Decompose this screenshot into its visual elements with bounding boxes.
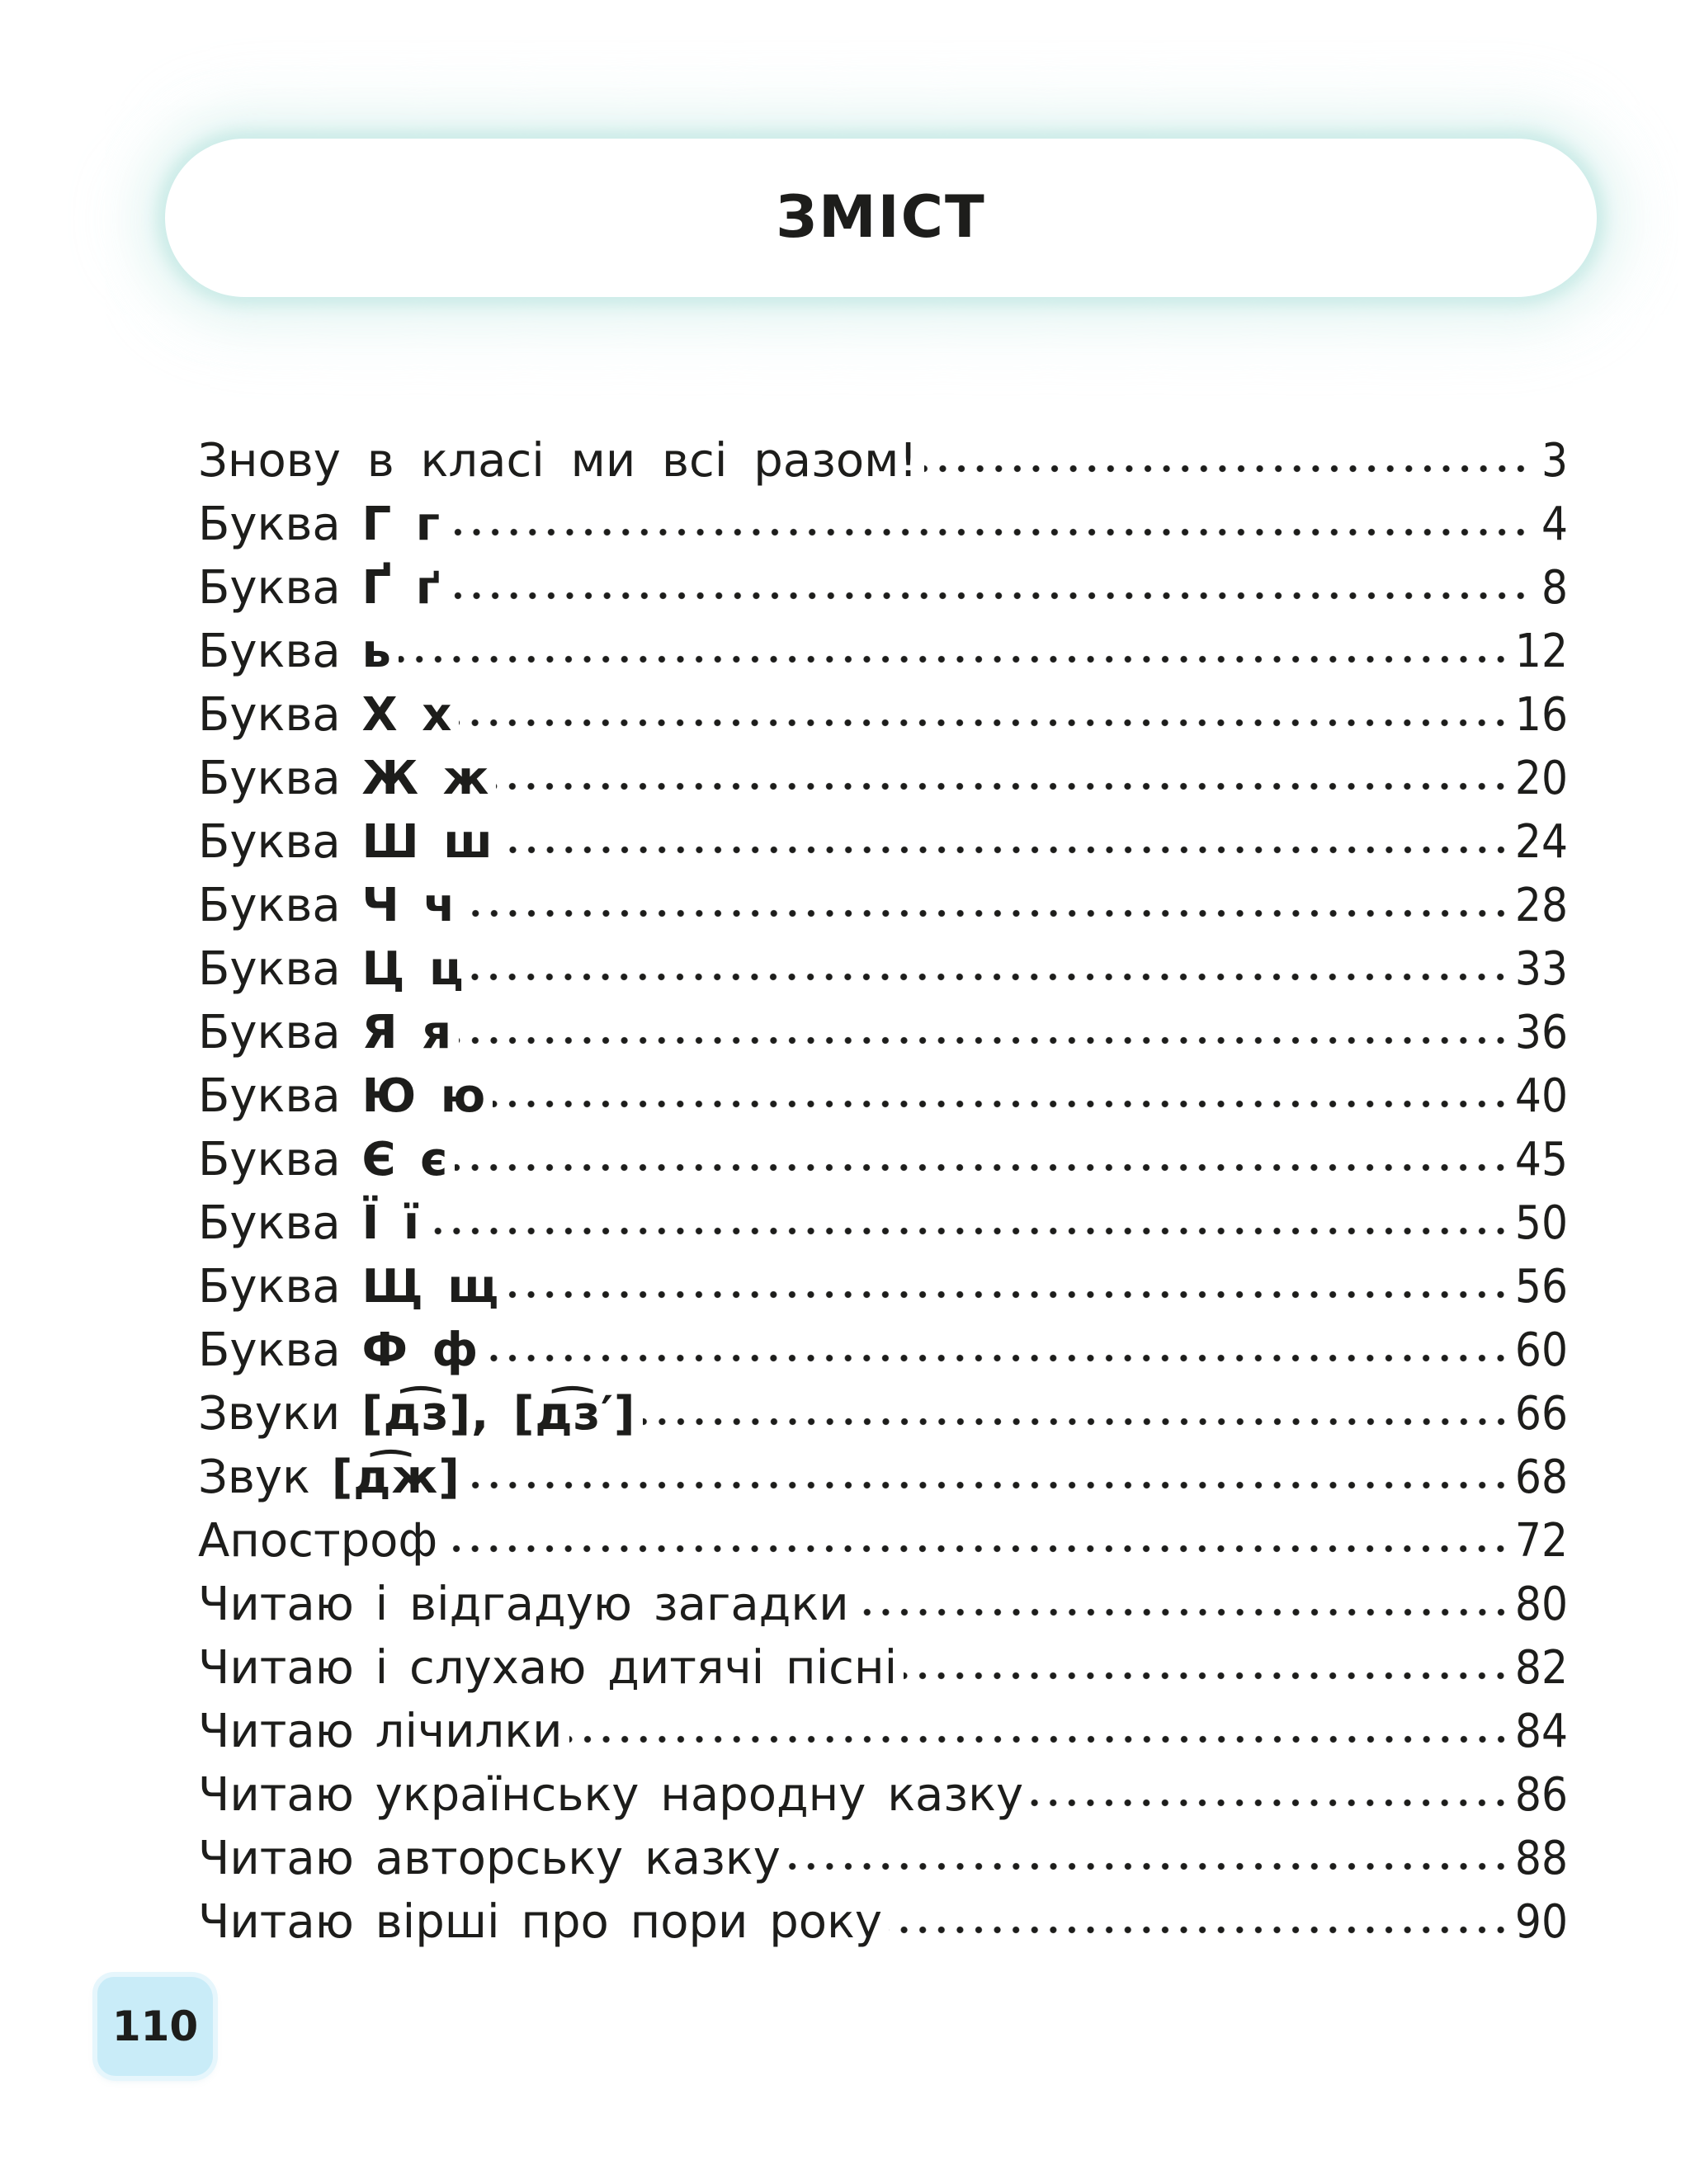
toc-entry-page: 66 <box>1514 1387 1568 1441</box>
toc-entry[interactable] <box>198 493 1568 556</box>
dot-leader <box>444 1543 1510 1554</box>
toc-entry-title <box>198 937 464 1001</box>
dot-leader <box>569 1734 1510 1745</box>
toc-entry-page: 8 <box>1541 561 1568 615</box>
toc-entry-title <box>198 1191 420 1255</box>
toc-entry-letter: Щ щ <box>361 1260 500 1314</box>
toc-entry-title <box>198 1382 636 1446</box>
toc-entry[interactable] <box>198 747 1568 810</box>
toc-entry-text: Читаю українську народну казку <box>198 1768 1024 1822</box>
toc-entry-page: 24 <box>1514 815 1568 869</box>
toc-entry-title <box>198 1318 479 1382</box>
toc-entry-text: Читаю лічилки <box>198 1705 563 1758</box>
toc-entry-title <box>198 493 441 556</box>
toc-entry-title <box>198 1763 1023 1827</box>
dot-leader <box>459 1035 1510 1046</box>
toc-entry[interactable] <box>198 429 1568 493</box>
toc-entry-text: Читаю вірші про пори року <box>198 1895 882 1949</box>
toc-entry-text: Буква <box>198 561 341 615</box>
toc-entry[interactable] <box>198 1128 1568 1191</box>
toc-entry-page: 36 <box>1514 1006 1568 1059</box>
toc-entry-page: 3 <box>1541 434 1568 488</box>
toc-entry-letter: ь <box>361 625 392 678</box>
toc-entry-text: Буква <box>198 879 341 932</box>
toc-entry-page: 88 <box>1514 1832 1568 1885</box>
dot-leader <box>493 1098 1510 1110</box>
toc-entry-page: 82 <box>1514 1641 1568 1695</box>
dot-leader <box>856 1606 1510 1618</box>
toc-entry[interactable] <box>198 1573 1568 1636</box>
toc-entry[interactable] <box>198 556 1568 620</box>
page-title: ЗМІСТ <box>776 183 986 251</box>
toc-entry[interactable] <box>198 1890 1568 1954</box>
toc-entry[interactable] <box>198 1191 1568 1255</box>
toc-entry[interactable] <box>198 1509 1568 1573</box>
dot-leader <box>467 1479 1510 1491</box>
toc-entry-letter: Ґ ґ <box>361 561 441 615</box>
toc-entry-text: Буква <box>198 752 341 805</box>
toc-entry-text: Буква <box>198 1006 341 1059</box>
toc-entry-text: Знову в класі ми всі разом! <box>198 434 918 488</box>
toc-entry-text: Читаю авторську казку <box>198 1832 781 1885</box>
toc-entry[interactable] <box>198 1001 1568 1064</box>
toc-entry-page: 33 <box>1514 942 1568 996</box>
toc-entry-page: 68 <box>1514 1450 1568 1504</box>
page-number-badge <box>97 1977 213 2076</box>
toc-entry-letter: Х х <box>361 688 453 742</box>
toc-entry-page: 90 <box>1514 1895 1568 1949</box>
toc-entry-text: Буква <box>198 1069 341 1123</box>
toc-entry-page: 56 <box>1514 1260 1568 1314</box>
toc-entry-title <box>198 429 918 493</box>
toc-entry[interactable] <box>198 1382 1568 1446</box>
toc-entry-title <box>198 620 392 683</box>
toc-entry-text: Буква <box>198 625 341 678</box>
toc-entry[interactable] <box>198 1064 1568 1128</box>
dot-leader <box>506 1289 1510 1300</box>
page-number: 110 <box>111 2002 199 2050</box>
toc-entry-text: Буква <box>198 1133 341 1186</box>
toc-entry-title <box>198 1890 882 1954</box>
toc-entry-letter: Ш ш <box>361 815 493 869</box>
toc-entry[interactable] <box>198 683 1568 747</box>
dot-leader <box>447 590 1530 601</box>
toc-entry-title <box>198 874 456 937</box>
toc-entry-page: 20 <box>1514 752 1568 805</box>
dot-leader <box>643 1416 1510 1427</box>
toc-entry-page: 28 <box>1514 879 1568 932</box>
toc-entry[interactable] <box>198 620 1568 683</box>
toc-entry-title <box>198 1509 437 1573</box>
toc-entry-title <box>198 1573 849 1636</box>
dot-leader <box>924 463 1530 474</box>
toc-entry-letter: Я я <box>361 1006 453 1059</box>
toc-entry-letter: Ц ц <box>361 942 465 996</box>
toc-entry-text: Буква <box>198 815 341 869</box>
toc-entry-page: 72 <box>1514 1514 1568 1568</box>
dot-leader <box>470 971 1509 983</box>
dot-leader <box>889 1924 1510 1936</box>
toc-entry-letter: Ж ж <box>361 752 490 805</box>
toc-entry[interactable] <box>198 1636 1568 1700</box>
toc-entry-page: 60 <box>1514 1323 1568 1377</box>
toc-entry-text: Звук <box>198 1450 310 1504</box>
toc-entry[interactable] <box>198 937 1568 1001</box>
toc-entry-title <box>198 556 441 620</box>
toc-entry[interactable] <box>198 810 1568 874</box>
toc-entry-title <box>198 810 493 874</box>
dot-leader <box>904 1670 1510 1682</box>
toc-entry[interactable] <box>198 1318 1568 1382</box>
dot-leader <box>427 1225 1510 1237</box>
dot-leader <box>1030 1797 1510 1809</box>
toc-entry-title <box>198 1064 486 1128</box>
toc-entry-title <box>198 1700 563 1763</box>
toc-entry-letter: Ї ї <box>361 1196 421 1250</box>
toc-entry-title <box>198 1128 448 1191</box>
title-banner <box>165 139 1597 297</box>
toc-entry[interactable] <box>198 1763 1568 1827</box>
toc-entry-page: 12 <box>1514 625 1568 678</box>
toc-entry-title <box>198 1636 897 1700</box>
dot-leader <box>447 526 1530 538</box>
toc-entry-page: 80 <box>1514 1578 1568 1631</box>
table-of-contents <box>198 429 1568 1954</box>
toc-entry-page: 16 <box>1514 688 1568 742</box>
toc-entry-title <box>198 1255 499 1318</box>
toc-entry-title <box>198 1001 452 1064</box>
toc-entry[interactable] <box>198 1255 1568 1318</box>
dot-leader <box>463 908 1510 919</box>
toc-entry-letter: [д͡з], [д͡з′] <box>361 1387 636 1441</box>
dot-leader <box>459 717 1510 729</box>
toc-entry-text: Буква <box>198 688 341 742</box>
toc-entry-title <box>198 1827 781 1890</box>
dot-leader <box>485 1352 1510 1364</box>
toc-entry-page: 45 <box>1514 1133 1568 1186</box>
dot-leader <box>496 781 1510 792</box>
toc-entry[interactable] <box>198 1827 1568 1890</box>
toc-entry-letter: Є є <box>361 1133 449 1186</box>
toc-entry-letter: Ю ю <box>361 1069 487 1123</box>
dot-leader <box>787 1861 1510 1872</box>
toc-entry-page: 50 <box>1514 1196 1568 1250</box>
toc-entry-letter: Ч ч <box>361 879 456 932</box>
toc-entry-text: Читаю і відгадую загадки <box>198 1578 849 1631</box>
toc-entry-text: Буква <box>198 1323 341 1377</box>
toc-entry[interactable] <box>198 1700 1568 1763</box>
toc-entry-text: Звуки <box>198 1387 341 1441</box>
toc-entry-page: 4 <box>1541 498 1568 551</box>
toc-entry-title <box>198 1446 460 1509</box>
toc-entry-letter: [д͡ж] <box>331 1450 460 1504</box>
toc-entry-page: 86 <box>1514 1768 1568 1822</box>
toc-entry-text: Буква <box>198 1196 341 1250</box>
dot-leader <box>500 844 1510 856</box>
toc-entry-title <box>198 747 489 810</box>
toc-entry-letter: Ф ф <box>361 1323 479 1377</box>
toc-entry-page: 40 <box>1514 1069 1568 1123</box>
toc-entry-text: Апостроф <box>198 1514 438 1568</box>
dot-leader <box>399 653 1510 665</box>
toc-entry-text: Буква <box>198 498 341 551</box>
toc-entry-text: Буква <box>198 1260 341 1314</box>
toc-entry-text: Читаю і слухаю дитячі пісні <box>198 1641 898 1695</box>
toc-entry-page: 84 <box>1514 1705 1568 1758</box>
dot-leader <box>455 1162 1510 1173</box>
toc-entry[interactable] <box>198 874 1568 937</box>
toc-entry-text: Буква <box>198 942 341 996</box>
toc-entry-letter: Г г <box>361 498 441 551</box>
toc-entry-title <box>198 683 452 747</box>
toc-entry[interactable] <box>198 1446 1568 1509</box>
